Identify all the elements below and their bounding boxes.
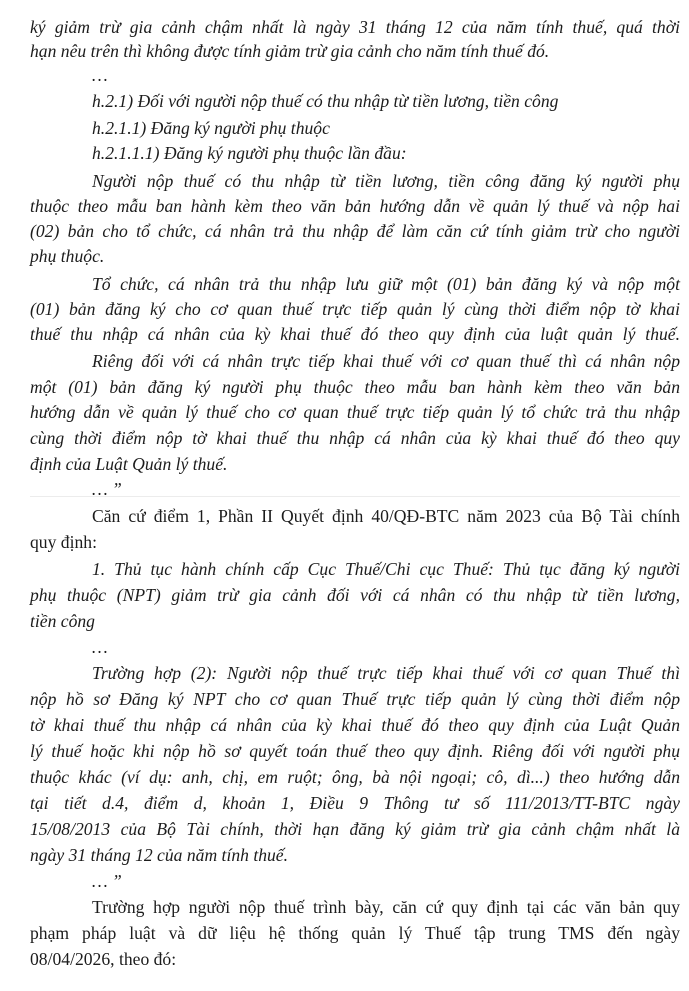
closing-quote: … ” xyxy=(92,871,122,891)
text-line: 15/08/2013 của Bộ Tài chính, thời hạn đăng ký giảm trừ gia cảnh chậm nhất là xyxy=(30,819,680,839)
text-line: phụ thuộc (NPT) giảm trừ gia cảnh đối với cá nhân có thu nhập từ tiền lương, xyxy=(30,585,680,605)
text-line: ngày 31 tháng 12 của năm tính thuế. xyxy=(30,845,289,865)
text-line: Căn cứ điểm 1, Phần II Quyết định 40/QĐ-BTC năm 2023 của Bộ Tài chính xyxy=(92,506,680,526)
ellipsis: … xyxy=(92,637,108,657)
text-line: (02) bản cho tổ chức, cá nhân trả thu nhập để làm căn cứ tính giảm trừ cho người xyxy=(30,221,680,241)
text-line: Riêng đối với cá nhân trực tiếp khai thuế với cơ quan thuế thì cá nhân nộp xyxy=(92,351,680,371)
text-line: Tổ chức, cá nhân trả thu nhập lưu giữ một (01) bản đăng ký và nộp một xyxy=(92,274,680,294)
text-line: phụ thuộc. xyxy=(30,246,105,266)
text-line: hướng dẫn về quản lý thuế cho cơ quan thuế trực tiếp quản lý tổ chức trả thu nhập xyxy=(30,402,680,422)
closing-quote: … ” xyxy=(92,479,122,499)
text-line: thuộc khác (ví dụ: anh, chị, em ruột; ông, bà nội ngoại; cô, dì...) theo hướng dẫn xyxy=(30,767,680,787)
text-line: tờ khai thuế thu nhập cá nhân của kỳ khai thuế đó theo quy định của Luật Quản xyxy=(30,715,680,735)
text-line: Người nộp thuế có thu nhập từ tiền lương, tiền công đăng ký người phụ xyxy=(92,171,680,191)
page-divider xyxy=(30,496,680,497)
text-line: Trường hợp người nộp thuế trình bày, căn cứ quy định tại các văn bản quy xyxy=(92,897,680,917)
text-line: 08/04/2026, theo đó: xyxy=(30,949,177,969)
text-line: Trường hợp (2): Người nộp thuế trực tiếp khai thuế với cơ quan Thuế thì xyxy=(92,663,680,683)
text-line: tiền công xyxy=(30,611,95,631)
section-heading: h.2.1.1) Đăng ký người phụ thuộc xyxy=(92,118,330,138)
text-line: quy định: xyxy=(30,532,97,552)
text-line: tại tiết d.4, điểm d, khoản 1, Điều 9 Thông tư số 111/2013/TT-BTC ngày xyxy=(30,793,680,813)
text-line: định của Luật Quản lý thuế. xyxy=(30,454,228,474)
text-line: (01) bản đăng ký cho cơ quan thuế trực tiếp quản lý cùng thời điểm nộp tờ khai xyxy=(30,299,680,319)
text-line: thuế thu nhập cá nhân của kỳ khai thuế đó theo quy định của luật quản lý thuế. xyxy=(30,324,680,344)
text-line: hạn nêu trên thì không được tính giảm trừ gia cảnh cho năm tính thuế đó. xyxy=(30,41,550,61)
text-line: một (01) bản đăng ký người phụ thuộc theo mẫu ban hành kèm theo văn bản xyxy=(30,377,680,397)
text-line: lý thuế hoặc khi nộp hồ sơ quyết toán thuế theo quy định. Riêng đối với người phụ xyxy=(30,741,680,761)
text-line: 1. Thủ tục hành chính cấp Cục Thuế/Chi cục Thuế: Thủ tục đăng ký người xyxy=(92,559,680,579)
section-heading: h.2.1.1.1) Đăng ký người phụ thuộc lần đầu: xyxy=(92,143,407,163)
text-line: ký giảm trừ gia cảnh chậm nhất là ngày 31 tháng 12 của năm tính thuế, quá thời xyxy=(30,17,680,37)
section-heading: h.2.1) Đối với người nộp thuế có thu nhập từ tiền lương, tiền công xyxy=(92,91,559,111)
text-line: cùng thời điểm nộp tờ khai thuế thu nhập cá nhân của kỳ khai thuế đó theo quy xyxy=(30,428,680,448)
text-line: phạm pháp luật và dữ liệu hệ thống quản lý Thuế tập trung TMS đến ngày xyxy=(30,923,680,943)
text-line: nộp hồ sơ Đăng ký NPT cho cơ quan Thuế trực tiếp quản lý cùng thời điểm nộp xyxy=(30,689,680,709)
text-line: thuộc theo mẫu ban hành kèm theo văn bản hướng dẫn về quản lý thuế và nộp hai xyxy=(30,196,680,216)
ellipsis: … xyxy=(92,65,108,85)
